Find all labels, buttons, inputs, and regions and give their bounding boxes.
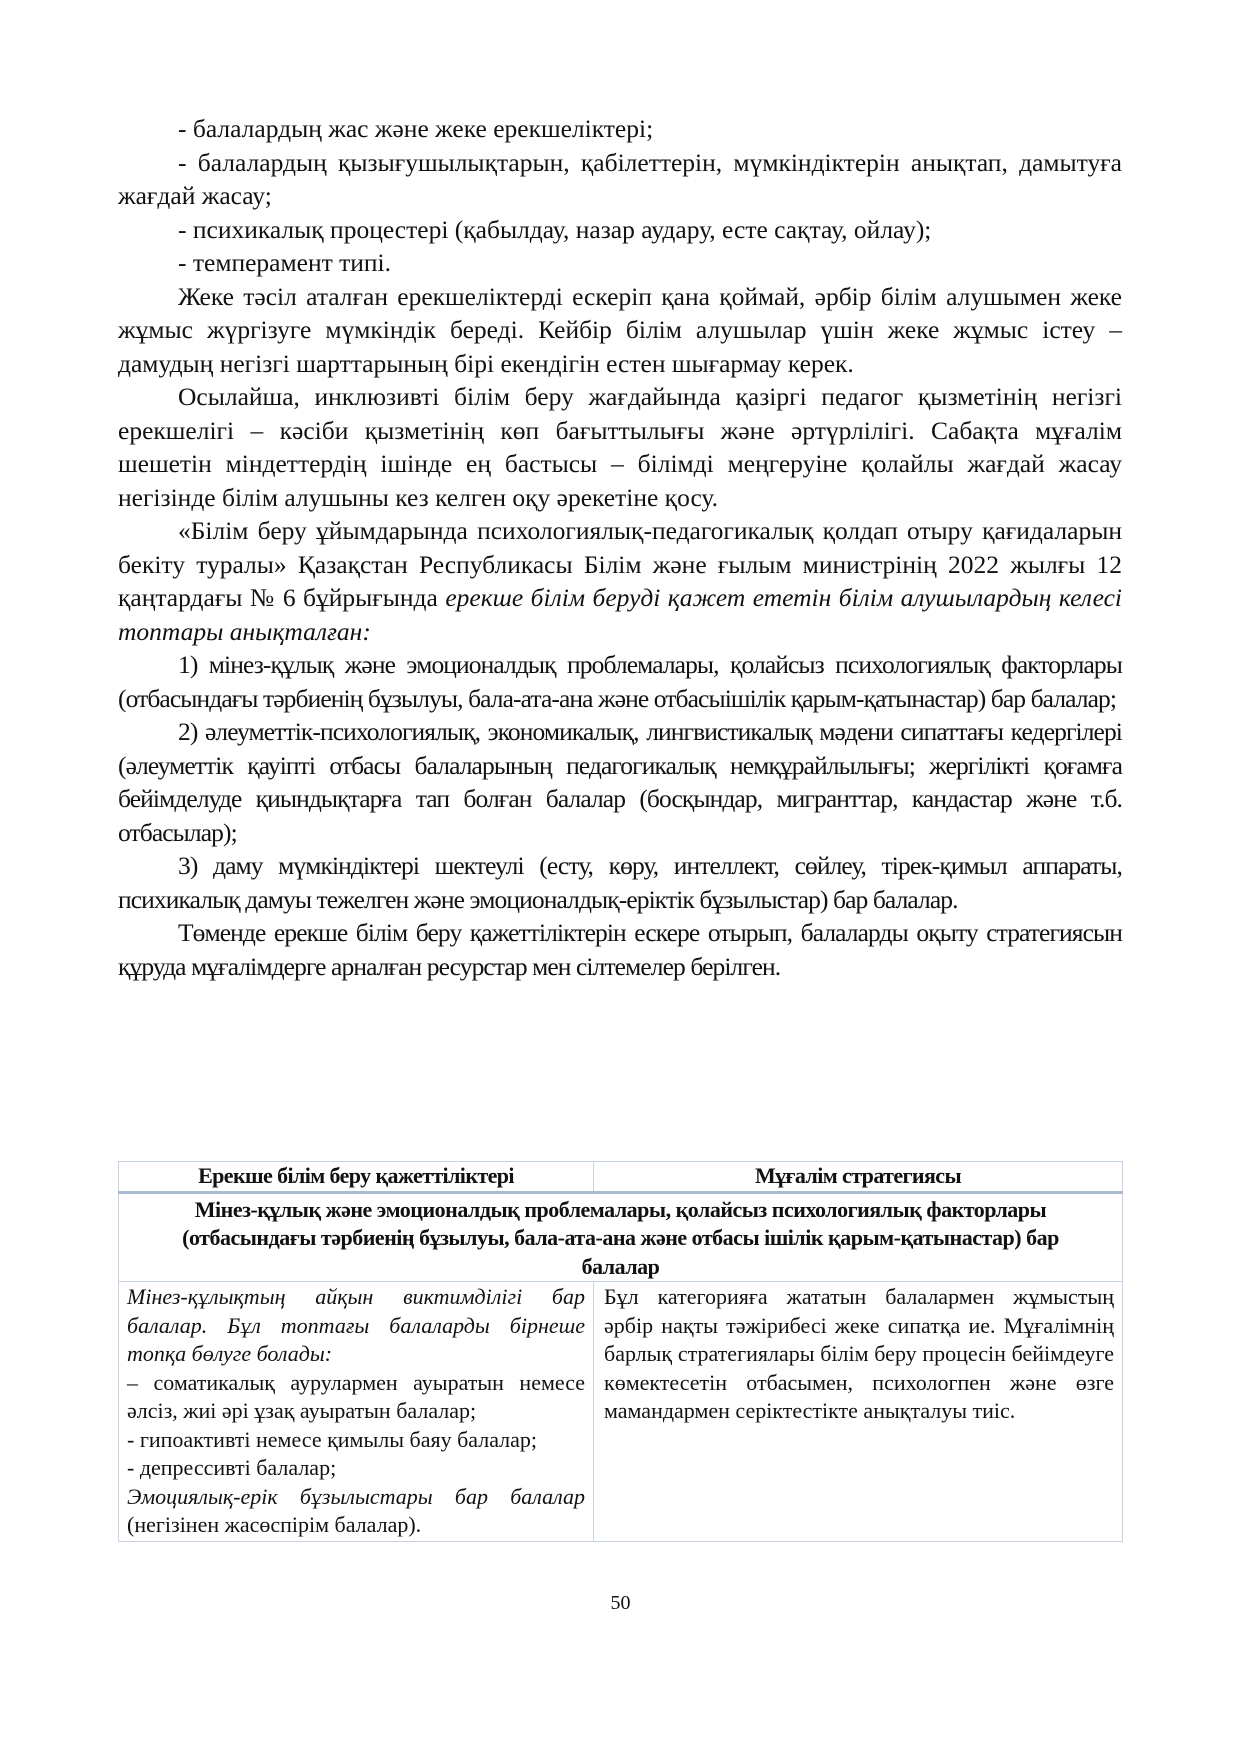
table-section-row [119, 1192, 1123, 1282]
bullet-item: - балалардың қызығушылықтарын, қабілеттерін, мүмкіндіктерін анықтап, дамытуға жағдай жасау; [118, 147, 1122, 210]
needs-item: - депрессивті балалар; [127, 1455, 337, 1480]
paragraph: Жеке тәсіл аталған ерекшеліктерді ескеріп қана қоймай, әрбір білім алушымен жеке жұмыс жүргізуге мүмкіндік береді. Кейбір білім алушылар үшін жеке жұмыс істеу – дамудың негізгі шарттарының бірі екендігін естен шығармау керек. [118, 281, 1122, 378]
paragraph: Төменде ерекше білім беру қажеттіліктерін ескере отырып, балаларды оқыту стратегиясын құруда мұғалімдерге арналған ресурстар мен сілтемелер берілген. [118, 918, 1122, 981]
table-row [119, 1282, 1123, 1542]
group-item: 3) даму мүмкіндіктері шектеулі (есту, көру, интеллект, сөйлеу, тірек-қимыл аппараты, психикалық дамуы тежелген және эмоционалдық-еріктік бұзылыстар) бар балалар. [118, 851, 1122, 914]
needs-last-italic: Эмоциялық-ерік бұзылыстары бар балалар [127, 1483, 585, 1509]
column-header-needs: Ерекше білім беру қажеттіліктері [119, 1162, 594, 1193]
paragraph-order-reference [118, 514, 1122, 648]
strategy-cell: Бұл категорияға жататын балалармен жұмыстың әрбір нақты тәжірибесі жеке сипатқа ие. Мұғалімнің барлық стратегиялары білім беру процесін бейімдеуге көмектесетін отбасымен, психологпен және өзге мамандармен серіктестікте анықталуы тиіс. [594, 1282, 1123, 1542]
needs-item: – соматикалық аурулармен ауыратын немесе әлсіз, жиі әрі ұзақ ауыратын балалар; [127, 1369, 585, 1423]
bullet-item: - балалардың жас және жеке ерекшеліктері; [178, 114, 654, 143]
needs-intro: Мінез-құлықтың айқын виктимділігі бар балалар. Бұл топтағы балаларды бірнеше топқа бөлуге болады: [127, 1284, 585, 1366]
column-header-strategy: Мұғалім стратегиясы [594, 1162, 1123, 1193]
section-title: Мінез-құлық және эмоционалдық проблемалары, қолайсыз психологиялық факторлары (отбасындағы тәрбиенің бұзылуы, бала-ата-ана және отбасы ішілік қарым-қатынастар) бар балалар [119, 1192, 1123, 1282]
needs-item: - гипоактивті немесе қимылы баяу балалар; [127, 1426, 538, 1452]
bullet-item: - психикалық процестері (қабылдау, назар аудару, есте сақтау, ойлау); [178, 214, 932, 244]
needs-cell [119, 1282, 594, 1542]
needs-last [127, 1483, 585, 1540]
page-number: 50 [610, 1592, 631, 1614]
page-body [118, 112, 1122, 983]
table-header-row [119, 1162, 1123, 1193]
needs-last-normal: (негізінен жасөспірім балалар). [127, 1512, 422, 1537]
paragraph: Осылайша, инклюзивті білім беру жағдайында қазіргі педагог қызметінің негізгі ерекшелігі – кәсіби қызметінің көп бағыттылығы және әртүрлілігі. Сабақта мұғалім шешетін міндеттердің ішінде ең бастысы – білімді меңгеруіне қолайлы жағдай жасау негізінде білім алушыны кез келген оқу әрекетіне қосу. [118, 382, 1122, 512]
group-item: 2) әлеуметтік-психологиялық, экономикалық, лингвистикалық мәдени сипаттағы кедергілері (әлеуметтік қауіпті отбасы балаларының педагогикалық немқұрайлылығы; жергілікті қоғамға бейімделуде қиындықтарға тап болған балалар (босқындар, мигранттар, кандастар және т.б. отбасылар); [118, 717, 1122, 847]
order-text-italic: ерекше білім беруді қажет ететін білім алушылардың келесі топтары анықталған: [118, 583, 1122, 646]
strategy-table [118, 1161, 1123, 1542]
bullet-item: - темперамент типі. [178, 248, 392, 277]
order-text: «Білім беру ұйымдарында психологиялық-педагогикалық қолдап отыру қағидаларын бекіту туралы» Қазақстан Республикасы Білім және ғылым министрінің 2022 жылғы 12 қаңтардағы № 6 бұйрығында [118, 516, 1122, 612]
group-item: 1) мінез-құлық және эмоционалдық проблемалары, қолайсыз психологиялық факторлары (отбасындағы тәрбиенің бұзылуы, бала-ата-ана және отбасыішілік қарым-қатынастар) бар балалар; [118, 650, 1122, 713]
